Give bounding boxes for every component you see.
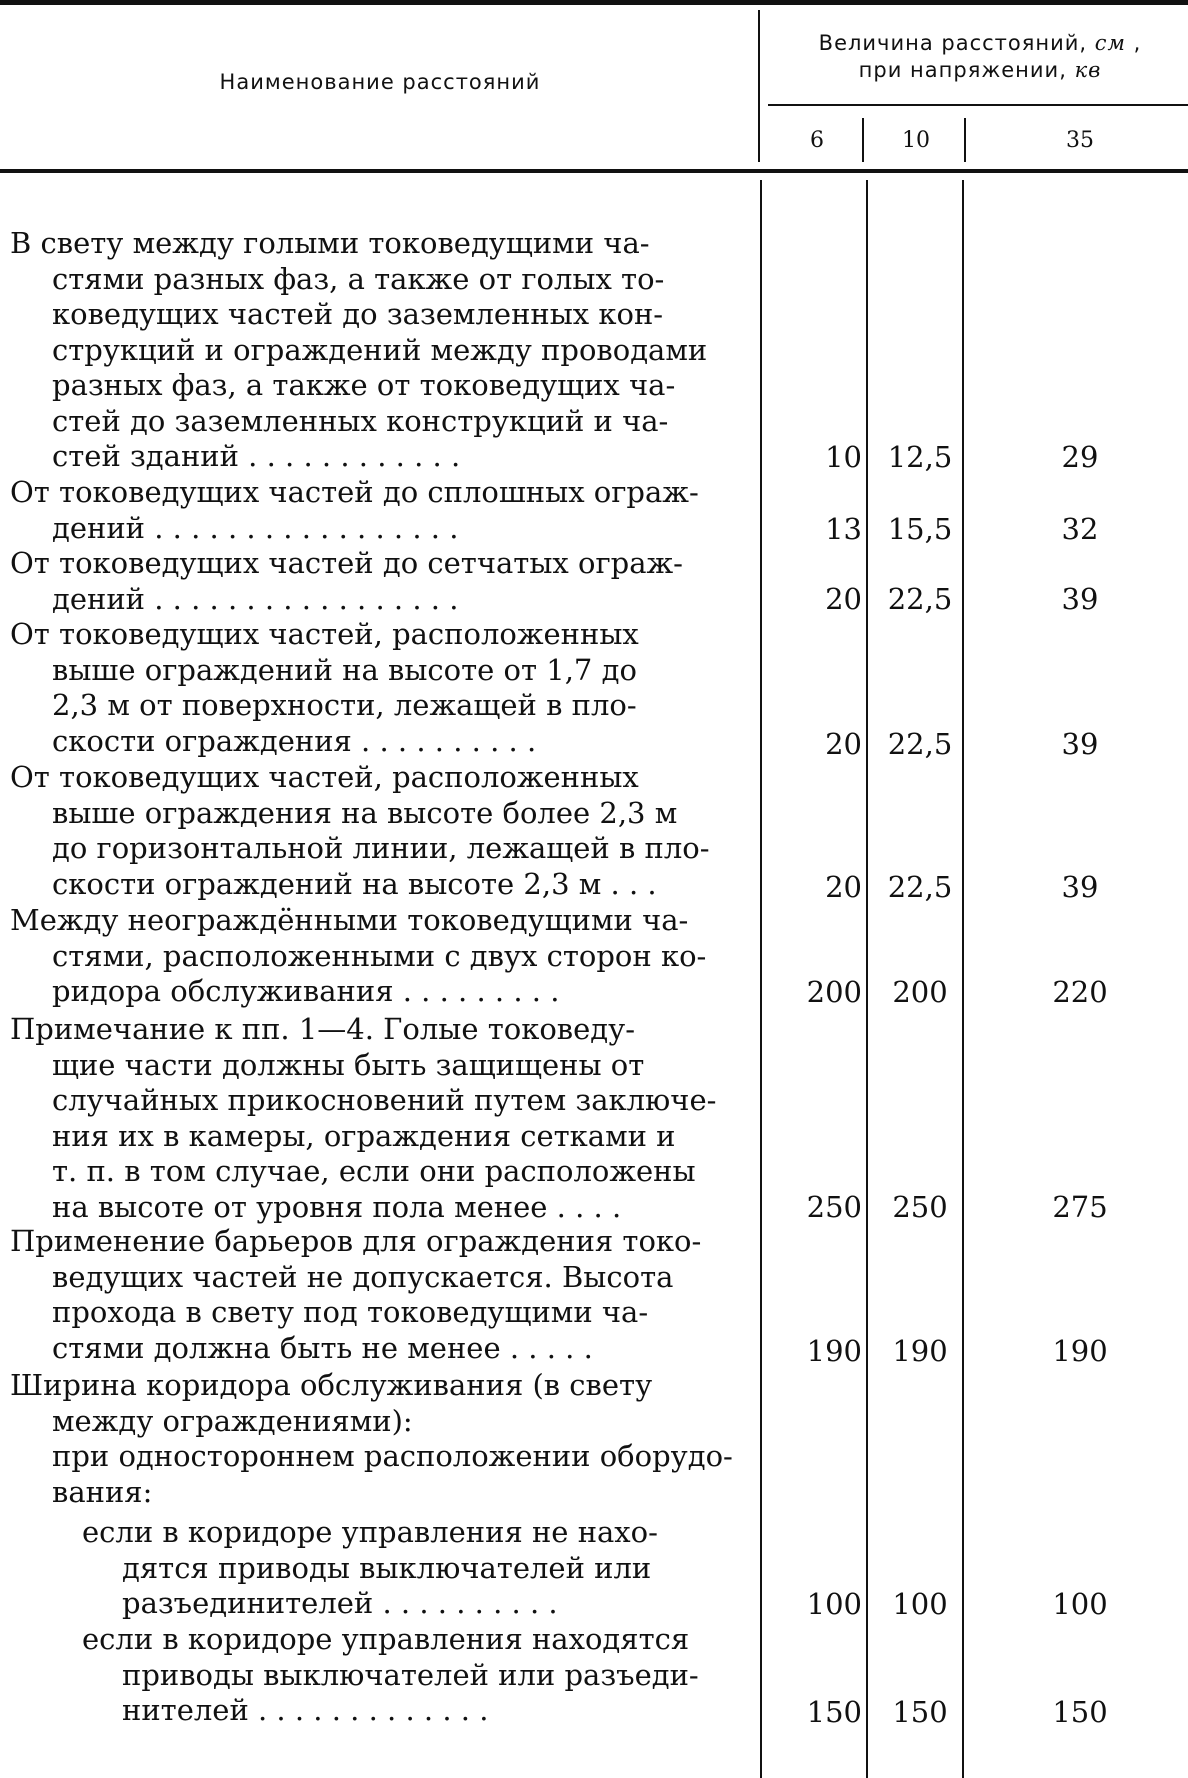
value-10kv: 250 <box>892 1190 948 1224</box>
table-row-text <box>10 1224 744 1366</box>
body-divider-left <box>760 180 762 1778</box>
value-10kv: 22,5 <box>887 870 953 904</box>
row-line: скости ограждений на высоте 2,3 м . . . <box>52 866 657 901</box>
row-line: разных фаз, а также от токоведущих ча- <box>52 368 676 402</box>
value-6kv: 20 <box>825 582 862 616</box>
row-line: струкций и ограждений между проводами <box>52 332 708 367</box>
value-10kv: 22,5 <box>887 727 953 761</box>
row-line: От токоведущих частей до сплошных ограж- <box>10 475 699 509</box>
row-line: От токоведущих частей, расположенных <box>10 760 639 794</box>
header-group-line1: Величина расстояний, <box>818 31 1088 55</box>
value-35kv: 190 <box>1052 1334 1108 1368</box>
row-line: В свету между голыми токоведущими ча- <box>10 226 650 260</box>
row-line: т. п. в том случае, если они расположены <box>52 1154 696 1188</box>
row-line: Ширина коридора обслуживания (в свету <box>10 1368 653 1402</box>
table-row-text <box>10 617 744 759</box>
row-line: 2,3 м от поверхности, лежащей в пло- <box>52 688 637 722</box>
header-divider-10-35 <box>964 118 966 162</box>
row-line: скости ограждения . . . . . . . . . . <box>52 723 537 758</box>
row-line: разъединителей . . . . . . . . . . <box>122 1586 558 1620</box>
header-group-unit1: см <box>1094 31 1126 55</box>
header-group-unit2: кв <box>1074 58 1102 82</box>
row-line: дений . . . . . . . . . . . . . . . . . <box>52 510 459 545</box>
row-line: стей зданий . . . . . . . . . . . . <box>52 439 461 473</box>
value-6kv: 13 <box>825 512 862 546</box>
table-row-text <box>10 1622 744 1729</box>
value-35kv: 32 <box>1061 512 1099 546</box>
value-35kv: 39 <box>1061 582 1099 616</box>
row-line: щие части должны быть защищены от <box>52 1047 645 1082</box>
row-line: между ограждениями): <box>52 1403 413 1438</box>
header-bottom-rule <box>0 169 1188 173</box>
value-10kv: 100 <box>892 1587 948 1621</box>
header-divider-left <box>758 10 760 162</box>
row-line: стей до заземленных конструкций и ча- <box>52 403 669 438</box>
value-10kv: 190 <box>892 1334 948 1368</box>
value-35kv: 29 <box>1061 440 1099 474</box>
row-line: если в коридоре управления не нахо- <box>82 1515 658 1549</box>
row-line: ридора обслуживания . . . . . . . . . <box>52 974 560 1008</box>
row-line: Примечание к пп. 1—4. Голые токоведу- <box>10 1012 636 1046</box>
header-sub-rule <box>768 104 1188 106</box>
header-group-line2: при напряжении, <box>858 58 1067 82</box>
row-line: приводы выключателей или разъеди- <box>122 1657 699 1692</box>
row-line: ведущих частей не допускается. Высота <box>52 1259 674 1294</box>
value-6kv: 150 <box>806 1695 862 1729</box>
value-6kv: 190 <box>806 1334 862 1368</box>
value-10kv: 22,5 <box>887 582 953 616</box>
value-35kv: 39 <box>1061 870 1099 904</box>
row-line: вания: <box>52 1474 153 1509</box>
value-35kv: 100 <box>1052 1587 1108 1621</box>
table-row-text <box>10 475 744 546</box>
row-line: на высоте от уровня пола менее . . . . <box>52 1189 622 1224</box>
value-6kv: 200 <box>806 975 862 1009</box>
value-10kv: 12,5 <box>887 440 953 474</box>
row-line: коведущих частей до заземленных кон- <box>52 297 664 331</box>
header-value-group: Величина расстояний, см , при напряжении, кв <box>818 31 1142 82</box>
table-row-text <box>10 760 744 902</box>
header-col-10kv: 10 <box>902 128 930 153</box>
value-35kv: 275 <box>1052 1190 1108 1224</box>
row-line: ния их в камеры, ограждения сетками и <box>52 1118 676 1153</box>
row-line: стями, расположенными с двух сторон ко- <box>52 938 707 973</box>
row-line: прохода в свету под токоведущими ча- <box>52 1295 649 1329</box>
row-line: Применение барьеров для ограждения токо- <box>10 1224 702 1258</box>
table-row-text <box>10 226 744 475</box>
value-35kv: 39 <box>1061 727 1099 761</box>
table-row-text <box>10 1012 744 1225</box>
table-row-text <box>10 903 744 1010</box>
row-line: От токоведущих частей до сетчатых ограж- <box>10 546 683 580</box>
table-row-text <box>10 1515 744 1622</box>
row-line: выше ограждения на высоте более 2,3 м <box>52 795 678 830</box>
value-10kv: 150 <box>892 1695 948 1729</box>
top-rule <box>0 0 1188 5</box>
row-line: до горизонтальной линии, лежащей в пло- <box>52 831 710 865</box>
header-divider-6-10 <box>862 118 864 162</box>
row-line: дятся приводы выключателей или <box>122 1550 652 1585</box>
row-line: дений . . . . . . . . . . . . . . . . . <box>52 581 459 616</box>
value-6kv: 20 <box>825 870 862 904</box>
row-line: стями должна быть не менее . . . . . <box>52 1330 593 1365</box>
value-6kv: 20 <box>825 727 862 761</box>
header-col-6kv: 6 <box>810 128 824 153</box>
row-line: если в коридоре управления находятся <box>82 1622 690 1656</box>
value-35kv: 150 <box>1052 1695 1108 1729</box>
row-line: при одностороннем расположении оборудо- <box>52 1439 733 1473</box>
value-35kv: 220 <box>1052 975 1108 1009</box>
body-divider-6-10 <box>866 180 868 1778</box>
row-line: нителей . . . . . . . . . . . . . <box>122 1693 489 1727</box>
value-6kv: 250 <box>806 1190 862 1224</box>
row-line: От токоведущих частей, расположенных <box>10 617 639 651</box>
table-row-text <box>10 546 744 617</box>
row-line: стями разных фаз, а также от голых то- <box>52 261 665 296</box>
value-6kv: 100 <box>806 1587 862 1621</box>
header-name-column: Наименование расстояний <box>219 70 541 94</box>
value-10kv: 200 <box>892 975 948 1009</box>
row-line: случайных прикосновений путем заключе- <box>52 1083 717 1117</box>
value-10kv: 15,5 <box>887 512 953 546</box>
row-line: Между неограждёнными токоведущими ча- <box>10 903 689 937</box>
value-6kv: 10 <box>825 440 862 474</box>
table-row-text <box>10 1368 744 1510</box>
row-line: выше ограждений на высоте от 1,7 до <box>52 652 637 687</box>
header-col-35kv: 35 <box>1066 128 1094 153</box>
